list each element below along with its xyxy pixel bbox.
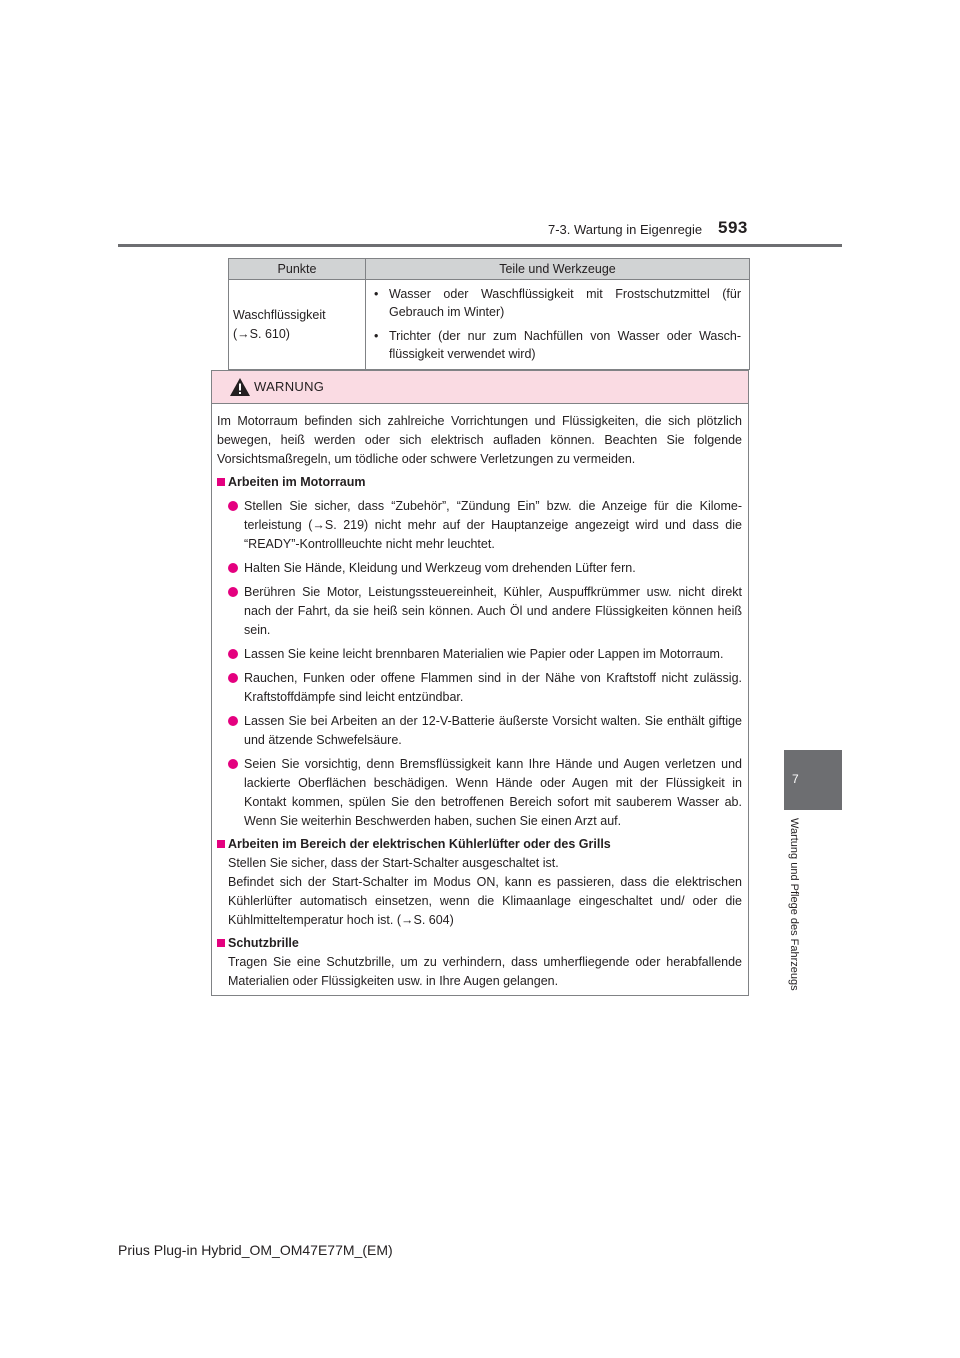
list-item-text: Lassen Sie bei Arbeiten an der 12-V-Batterie äußerste Vorsicht walten. Sie enthält giftige und ätzende Schwefelsäure.: [244, 714, 742, 747]
list-item-text: Lassen Sie keine leicht brennbaren Materialien wie Papier oder Lappen im Motorraum.: [244, 647, 724, 661]
tool-text: Wasser oder Waschflüssigkeit mit Frostschutzmittel (für Gebrauch im Winter): [389, 287, 741, 319]
square-bullet-icon: [217, 939, 225, 947]
section-heading: Schutzbrille: [228, 936, 299, 950]
warning-intro: Im Motorraum befinden sich zahlreiche Vorrichtungen und Flüssigkeiten, die sich plötzlich bewegen, heiß werden oder sich elektrisch aufladen können. Beachten Sie folgende Vorsichtsmaßregeln, um tödliche oder schwere Verletzungen zu vermeiden.: [217, 414, 742, 466]
table-header-row: [229, 259, 750, 280]
warning-title: WARNUNG: [254, 379, 325, 394]
circle-bullet-icon: [228, 759, 238, 769]
warning-header: [212, 371, 748, 404]
tool-item: [374, 285, 741, 321]
column-header-tools: Teile und Werkzeuge: [366, 259, 750, 280]
table-row: [229, 280, 750, 370]
list-item-text: Stellen Sie sicher, dass “Zubehör”, “Zündung Ein” bzw. die Anzeige für die Kilometerleistung (→S. 219) nicht mehr auf der Hauptanzeige angezeigt wird und dass die “READY”-Kontrollleuchte nicht mehr leuchtet.: [244, 499, 742, 551]
warning-triangle-icon: [229, 377, 251, 397]
circle-bullet-icon: [228, 563, 238, 573]
chapter-number: 7: [792, 772, 799, 786]
list-item: [228, 645, 742, 664]
warning-section: [217, 473, 742, 831]
list-item-text: Berühren Sie Motor, Leistungssteuereinheit, Kühler, Auspuffkrümmer usw. nicht direkt nach der Fahrt, da sie heiß sein können. Auch Öl und andere Flüssigkeiten können heiß sein.: [244, 585, 742, 637]
section-text: Tragen Sie eine Schutzbrille, um zu verhindern, dass umherfliegende oder herabfallende Materialien oder Flüssigkeiten usw. in Ihre Augen gelangen.: [228, 955, 742, 988]
section-heading: Arbeiten im Motorraum: [228, 475, 366, 489]
square-bullet-icon: [217, 478, 225, 486]
item-cell: [229, 280, 366, 370]
section-text: Stellen Sie sicher, dass der Start-Schalter ausgeschaltet ist.: [228, 856, 559, 870]
header-rule: [118, 244, 842, 247]
square-bullet-icon: [217, 840, 225, 848]
list-item-text: Halten Sie Hände, Kleidung und Werkzeug vom drehenden Lüfter fern.: [244, 561, 636, 575]
tools-cell: [366, 280, 750, 370]
warning-section: [217, 934, 742, 991]
circle-bullet-icon: [228, 501, 238, 511]
section-title: 7-3. Wartung in Eigenregie: [548, 222, 703, 237]
list-item: [228, 583, 742, 640]
list-item: [228, 712, 742, 750]
page-number: 593: [718, 218, 748, 237]
circle-bullet-icon: [228, 587, 238, 597]
items-table: [228, 258, 750, 370]
list-item-text: Seien Sie vorsichtig, denn Bremsflüssigkeit kann Ihre Hände und Augen verletzen und lackierte Oberflächen beschädigen. Wenn Hände oder Augen mit der Flüssigkeit in Kontakt kommen, spülen Sie den betroffenen Bereich sofort mit sauberem Wasser ab. Wenn Sie weiterhin Beschwerden haben, suchen Sie einen Arzt auf.: [244, 757, 742, 828]
section-text: Befindet sich der Start-Schalter im Modus ON, kann es passieren, dass die elektrischen Kühlerlüfter automatisch einsetzen, wenn die Klimaanlage eingeschaltet und/ oder die Kühlmitteltemperatur hoch ist. (→S. 604): [228, 875, 742, 927]
list-item: [228, 755, 742, 831]
list-item-text: Rauchen, Funken oder offene Flammen sind in der Nähe von Kraftstoff nicht zulässig. Kraftstoffdämpfe sind leicht entzündbar.: [244, 671, 742, 704]
footer-document-id: Prius Plug-in Hybrid_OM_OM47E77M_(EM): [118, 1242, 393, 1258]
bullet-icon: •: [374, 329, 379, 343]
list-item: [228, 497, 742, 554]
list-item: [228, 559, 742, 578]
warning-section: [217, 835, 742, 930]
item-name: Waschflüssigkeit: [233, 307, 326, 322]
circle-bullet-icon: [228, 716, 238, 726]
warning-body: [212, 404, 748, 991]
chapter-label-container: [788, 818, 812, 1023]
tool-item: [374, 327, 741, 363]
column-header-items: Punkte: [229, 259, 366, 280]
warning-box: [211, 370, 749, 996]
circle-bullet-icon: [228, 673, 238, 683]
item-page-ref: (→S. 610): [233, 326, 290, 341]
bullet-icon: •: [374, 287, 379, 301]
circle-bullet-icon: [228, 649, 238, 659]
list-item: [228, 669, 742, 707]
section-heading: Arbeiten im Bereich der elektrischen Kühlerlüfter oder des Grills: [228, 837, 611, 851]
chapter-label: Wartung und Pflege des Fahrzeugs: [788, 818, 800, 991]
tool-text: Trichter (der nur zum Nachfüllen von Wasser oder Waschflüssigkeit verwendet wird): [389, 329, 741, 361]
